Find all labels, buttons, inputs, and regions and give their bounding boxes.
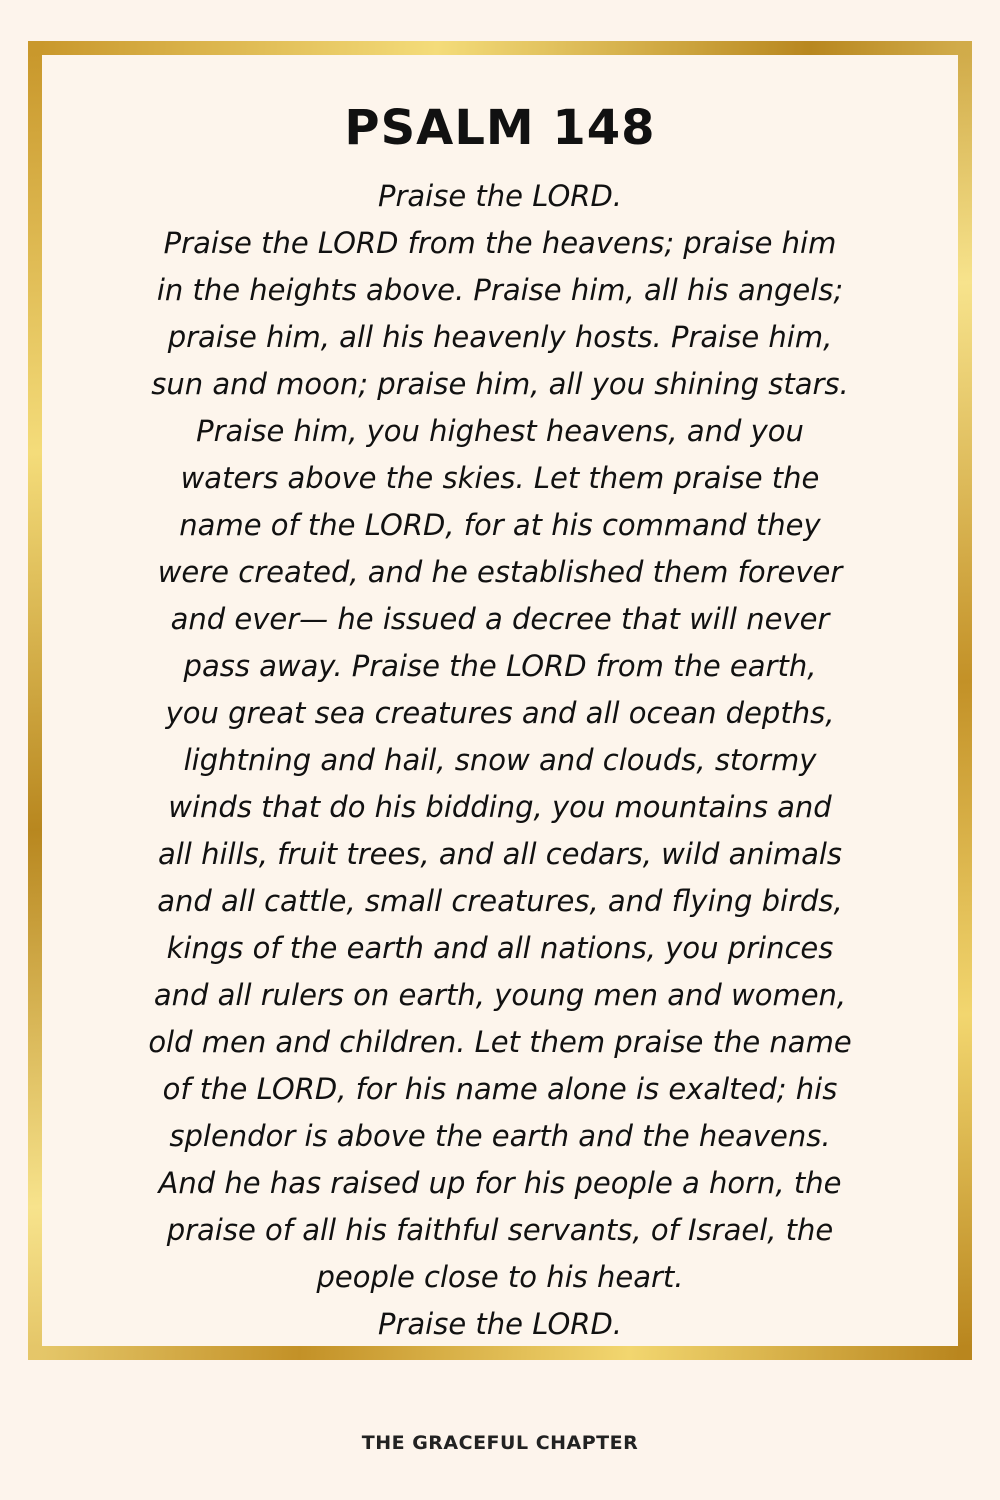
psalm-title: PSALM 148	[344, 100, 656, 156]
verse-line: all hills, fruit trees, and all cedars, wild animals	[157, 837, 843, 871]
verse-line: in the heights above. Praise him, all his angels;	[156, 273, 844, 307]
verse-line: kings of the earth and all nations, you princes	[166, 931, 834, 965]
psalm-card	[42, 55, 958, 1346]
verse-line: pass away. Praise the LORD from the earth,	[183, 649, 817, 683]
site-credit: THE GRACEFUL CHAPTER	[361, 1432, 639, 1454]
verse-line: And he has raised up for his people a horn, the	[158, 1166, 842, 1200]
verse-line: old men and children. Let them praise the name	[148, 1025, 852, 1059]
verse-line: Praise the LORD.	[377, 1307, 622, 1341]
verse-line: people close to his heart.	[316, 1260, 684, 1294]
verse-line: Praise him, you highest heavens, and you	[196, 414, 804, 448]
verse-line: Praise the LORD.	[377, 179, 622, 213]
verse-line: sun and moon; praise him, all you shining stars.	[151, 367, 849, 401]
gold-frame	[28, 41, 972, 1360]
verse-line: winds that do his bidding, you mountains and	[168, 790, 832, 824]
verse-line: waters above the skies. Let them praise the	[180, 461, 820, 495]
verse-line: of the LORD, for his name alone is exalted; his	[162, 1072, 838, 1106]
verse-line: splendor is above the earth and the heavens.	[169, 1119, 831, 1153]
verse-line: and all cattle, small creatures, and flying birds,	[157, 884, 843, 918]
verse-line: praise of all his faithful servants, of Israel, the	[166, 1213, 834, 1247]
verse-line: Praise the LORD from the heavens; praise him	[163, 226, 837, 260]
verse-line: were created, and he established them forever	[157, 555, 843, 589]
psalm-verse-text	[68, 173, 932, 1348]
verse-line: praise him, all his heavenly hosts. Praise him,	[167, 320, 833, 354]
verse-line: name of the LORD, for at his command they	[179, 508, 821, 542]
verse-line: and all rulers on earth, young men and women,	[153, 978, 847, 1012]
verse-line: and ever— he issued a decree that will never	[170, 602, 830, 636]
verse-line: you great sea creatures and all ocean depths,	[165, 696, 835, 730]
verse-line: lightning and hail, snow and clouds, stormy	[183, 743, 817, 777]
